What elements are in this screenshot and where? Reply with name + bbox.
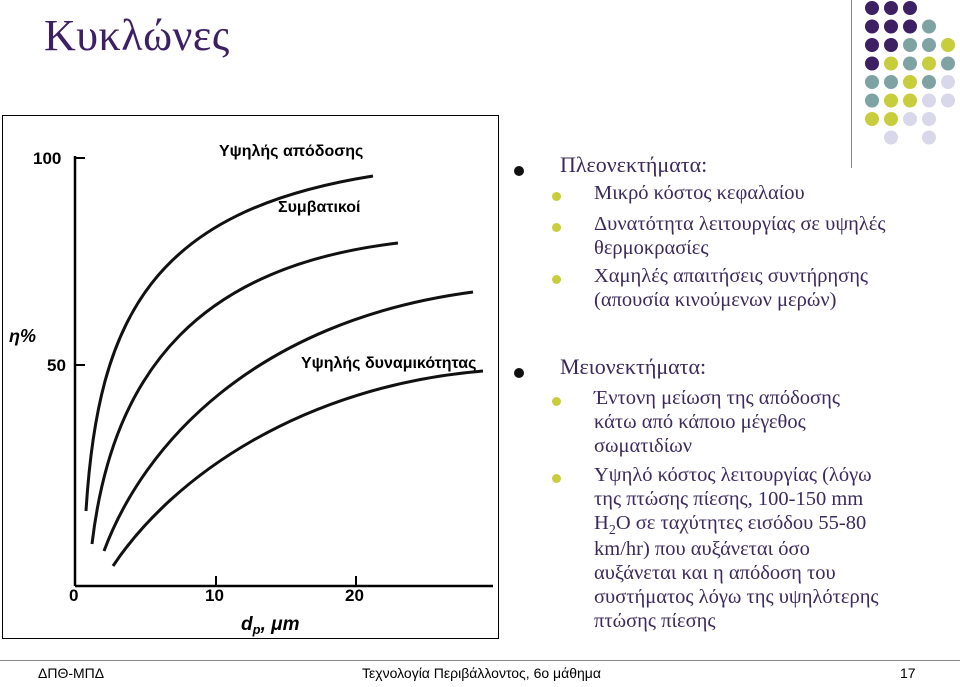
dis-item-2-line-5: αυξάνεται και η απόδοση του — [594, 562, 836, 584]
efficiency-chart-figure — [2, 115, 499, 639]
decorative-dot — [922, 112, 936, 126]
x-axis-label: $d_p$, μm — [241, 614, 300, 637]
decorative-dot — [922, 131, 936, 145]
adv-item-2-line-2: θερμοκρασίες — [594, 237, 709, 259]
bullet-disadvantages — [514, 368, 524, 378]
adv-item-3-line-1: Χαμηλές απαιτήσεις συντήρησης — [594, 265, 869, 287]
efficiency-curves-svg — [3, 116, 498, 638]
decorative-dot — [865, 20, 879, 34]
bullet-advantages — [514, 166, 524, 176]
dis-item-2-line-3: $H_2O$ σε ταχύτητες εισόδου 55-80 — [594, 512, 867, 539]
decorative-dot — [922, 38, 936, 52]
decorative-dot — [865, 1, 879, 15]
decorative-dot — [884, 20, 898, 34]
decorative-dot — [922, 75, 936, 89]
adv-item-2-line-1: Δυνατότητα λειτουργίας σε υψηλές — [594, 213, 886, 235]
curve-label-high-efficiency: Υψηλής απόδοσης — [219, 143, 364, 160]
curve-high-efficiency — [86, 176, 373, 511]
y-axis-label: η% — [9, 326, 36, 346]
y-tick-label-50: 50 — [47, 356, 66, 375]
decorative-dot — [922, 20, 936, 34]
dis-item-1-line-1: Έντονη μείωση της απόδοσης — [594, 387, 840, 409]
dis-item-2-line-1: Υψηλό κόστος λειτουργίας (λόγω — [594, 464, 872, 486]
dis-item-1-line-2: κάτω από κάποιο μέγεθος — [594, 411, 806, 433]
bullet-dis-2 — [552, 474, 561, 483]
decorative-dot — [884, 94, 898, 108]
decorative-dot — [865, 75, 879, 89]
decorative-vertical-line — [851, 0, 852, 168]
advantages-heading: Πλεονεκτήματα: — [560, 152, 708, 177]
disadvantages-heading: Μειονεκτήματα: — [560, 354, 707, 379]
decorative-dot — [884, 75, 898, 89]
footer-page-number: 17 — [900, 665, 916, 681]
dis-item-1-line-3: σωματιδίων — [594, 435, 692, 457]
decorative-dot — [941, 38, 955, 52]
dis-item-2-line-4: km/hr) που αυξάνεται όσο — [594, 538, 810, 560]
x-tick-label-20: 20 — [345, 586, 364, 605]
decorative-dot — [922, 57, 936, 71]
decorative-dot — [941, 75, 955, 89]
footer-divider — [0, 660, 960, 661]
dis-item-2-line-7: πτώσης πίεσης — [594, 610, 716, 632]
footer-course: Τεχνολογία Περιβάλλοντος, 6ο μάθημα — [362, 665, 601, 681]
x-tick-label-10: 10 — [205, 586, 224, 605]
footer-department: ΔΠΘ-ΜΠΔ — [38, 665, 105, 681]
bullet-adv-2 — [552, 223, 561, 232]
y-tick-label-100: 100 — [33, 149, 62, 168]
decorative-dot — [903, 38, 917, 52]
decorative-dot — [884, 1, 898, 15]
decorative-dot — [884, 57, 898, 71]
bullet-adv-3 — [552, 275, 561, 284]
decorative-dot — [903, 112, 917, 126]
decorative-dot — [865, 38, 879, 52]
decorative-dot — [903, 94, 917, 108]
decorative-dot — [903, 75, 917, 89]
curve-conventional — [92, 243, 398, 544]
dis-item-2-line-6: συστήματος λόγω της υψηλότερης — [594, 586, 879, 608]
x-tick-label-0: 0 — [69, 586, 79, 605]
dis-item-2-line-2: της πτώσης πίεσης, 100-150 mm — [594, 488, 864, 510]
slide-title: Κυκλώνες — [44, 11, 230, 60]
bullet-dis-1 — [552, 397, 561, 406]
adv-item-1-line-1: Μικρό κόστος κεφαλαίου — [594, 182, 805, 204]
decorative-dot — [903, 20, 917, 34]
decorative-dot — [884, 112, 898, 126]
decorative-dot — [941, 57, 955, 71]
decorative-dot — [922, 94, 936, 108]
decorative-dot — [941, 94, 955, 108]
adv-item-3-line-2: (απουσία κινούμενων μερών) — [594, 289, 837, 311]
bullet-adv-1 — [552, 192, 561, 201]
decorative-dot — [884, 38, 898, 52]
curve-label-conventional: Συμβατικοί — [278, 199, 361, 216]
curve-high-throughput-lower — [113, 371, 483, 566]
decorative-dot — [903, 1, 917, 15]
decorative-dot — [884, 131, 898, 145]
decorative-dot — [865, 112, 879, 126]
curve-label-high-throughput: Υψηλής δυναμικότητας — [301, 355, 477, 372]
decorative-dot — [865, 57, 879, 71]
decorative-dot — [865, 94, 879, 108]
decorative-dot-grid — [862, 0, 960, 145]
decorative-dot — [903, 57, 917, 71]
